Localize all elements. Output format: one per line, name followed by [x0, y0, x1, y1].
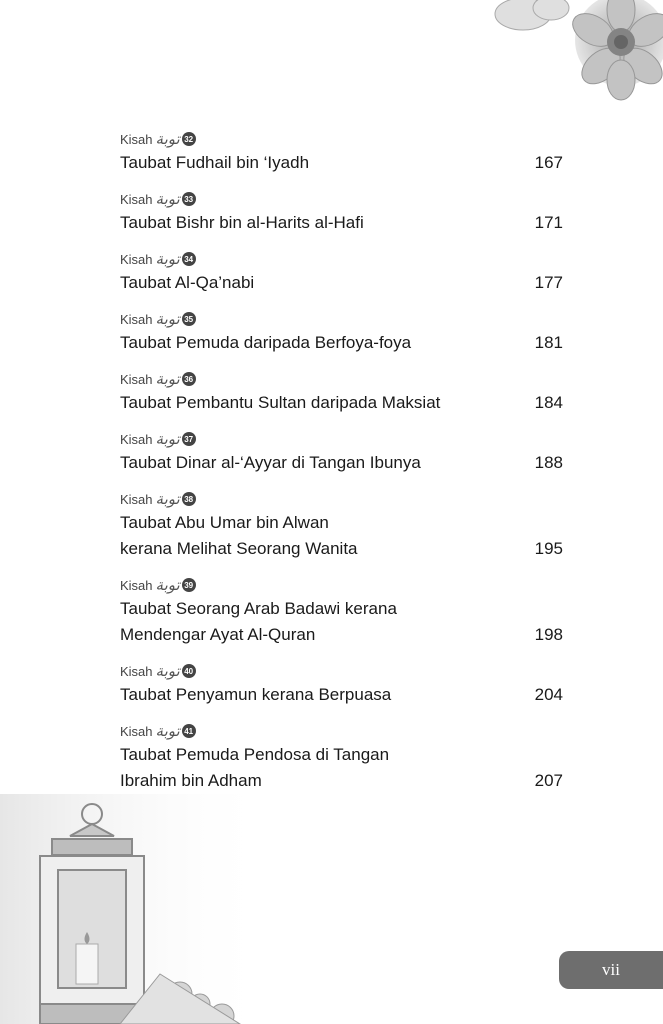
entry-title-row: [120, 450, 563, 476]
entry-page-number: 207: [534, 771, 563, 790]
toc-entry[interactable]: [120, 488, 563, 562]
kisah-word: Kisah: [120, 191, 153, 207]
kisah-word: Kisah: [120, 723, 153, 739]
entry-page-number: 181: [534, 333, 563, 352]
lantern-decoration: [0, 794, 270, 1024]
toc-entry[interactable]: [120, 428, 563, 476]
entry-page-number: 188: [534, 453, 563, 472]
entry-title: [120, 742, 389, 794]
toc-entry[interactable]: [120, 308, 563, 356]
kisah-word: Kisah: [120, 311, 153, 327]
page-folio: [559, 951, 663, 989]
entry-page-number: 184: [534, 393, 563, 412]
arabic-taubah-word: توبة: [155, 250, 180, 268]
entry-title-row: [120, 596, 563, 648]
entry-page-number: 195: [534, 539, 563, 558]
entry-title: [120, 330, 411, 356]
toc-entry[interactable]: [120, 188, 563, 236]
story-number-badge: 39: [182, 578, 196, 592]
toc-entry[interactable]: [120, 574, 563, 648]
entry-title-row: [120, 210, 563, 236]
story-number-badge: 32: [182, 132, 196, 146]
entry-page-number: 198: [534, 625, 563, 644]
arabic-taubah-word: توبة: [155, 370, 180, 388]
entry-title-line: Mendengar Ayat Al-Quran: [120, 625, 316, 644]
entry-title-line: Taubat Pemuda Pendosa di Tangan: [120, 745, 390, 764]
entry-title-row: [120, 270, 563, 296]
kisah-label-line: [120, 308, 563, 330]
kisah-label-line: [120, 660, 563, 682]
entry-title-line: kerana Melihat Seorang Wanita: [120, 539, 358, 558]
table-of-contents: [120, 128, 563, 806]
toc-entry[interactable]: [120, 128, 563, 176]
kisah-label-line: [120, 368, 563, 390]
kisah-label-line: [120, 248, 563, 270]
arabic-taubah-word: توبة: [155, 576, 180, 594]
kisah-word: Kisah: [120, 131, 153, 147]
entry-title-row: [120, 150, 563, 176]
entry-title: [120, 510, 358, 562]
entry-title-line: Taubat Seorang Arab Badawi kerana: [120, 599, 397, 618]
story-number-badge: 33: [182, 192, 196, 206]
kisah-word: Kisah: [120, 491, 153, 507]
entry-page-number: 171: [534, 213, 563, 232]
kisah-word: Kisah: [120, 577, 153, 593]
entry-title-row: [120, 510, 563, 562]
entry-title-line: Taubat Pemuda daripada Berfoya-foya: [120, 333, 412, 352]
entry-page-number: 204: [534, 685, 563, 704]
kisah-word: Kisah: [120, 371, 153, 387]
entry-title-row: [120, 330, 563, 356]
arabic-taubah-word: توبة: [155, 130, 180, 148]
story-number-badge: 35: [182, 312, 196, 326]
arabic-taubah-word: توبة: [155, 310, 180, 328]
entry-title-row: [120, 742, 563, 794]
kisah-label-line: [120, 720, 563, 742]
entry-title: [120, 210, 364, 236]
entry-title-row: [120, 390, 563, 416]
entry-title-line: Taubat Fudhail bin ‘Iyadh: [120, 153, 310, 172]
page-number-label: vii: [602, 960, 620, 979]
arabic-taubah-word: توبة: [155, 190, 180, 208]
flower-decoration: [493, 0, 663, 112]
entry-title: [120, 682, 391, 708]
entry-title-row: [120, 682, 563, 708]
entry-title-line: Taubat Pembantu Sultan daripada Maksiat: [120, 393, 441, 412]
toc-entry[interactable]: [120, 720, 563, 794]
kisah-word: Kisah: [120, 431, 153, 447]
entry-title-line: Taubat Bishr bin al-Harits al-Hafi: [120, 213, 364, 232]
entry-title: [120, 270, 254, 296]
kisah-label-line: [120, 574, 563, 596]
toc-entry[interactable]: [120, 368, 563, 416]
entry-title: [120, 450, 421, 476]
entry-page-number: 177: [534, 273, 563, 292]
kisah-label-line: [120, 188, 563, 210]
story-number-badge: 36: [182, 372, 196, 386]
kisah-label-line: [120, 488, 563, 510]
kisah-label-line: [120, 128, 563, 150]
arabic-taubah-word: توبة: [155, 722, 180, 740]
entry-title-line: Taubat Al-Qa’nabi: [120, 273, 255, 292]
arabic-taubah-word: توبة: [155, 430, 180, 448]
toc-entry[interactable]: [120, 248, 563, 296]
kisah-word: Kisah: [120, 663, 153, 679]
story-number-badge: 40: [182, 664, 196, 678]
entry-title-line: Ibrahim bin Adham: [120, 771, 262, 790]
arabic-taubah-word: توبة: [155, 490, 180, 508]
entry-title: [120, 596, 397, 648]
story-number-badge: 37: [182, 432, 196, 446]
entry-title-line: Taubat Dinar al-‘Ayyar di Tangan Ibunya: [120, 453, 421, 472]
story-number-badge: 41: [182, 724, 196, 738]
entry-title: [120, 390, 440, 416]
arabic-taubah-word: توبة: [155, 662, 180, 680]
entry-title: [120, 150, 309, 176]
entry-page-number: 167: [534, 153, 563, 172]
kisah-word: Kisah: [120, 251, 153, 267]
story-number-badge: 38: [182, 492, 196, 506]
kisah-label-line: [120, 428, 563, 450]
story-number-badge: 34: [182, 252, 196, 266]
toc-entry[interactable]: [120, 660, 563, 708]
entry-title-line: Taubat Abu Umar bin Alwan: [120, 513, 329, 532]
entry-title-line: Taubat Penyamun kerana Berpuasa: [120, 685, 392, 704]
